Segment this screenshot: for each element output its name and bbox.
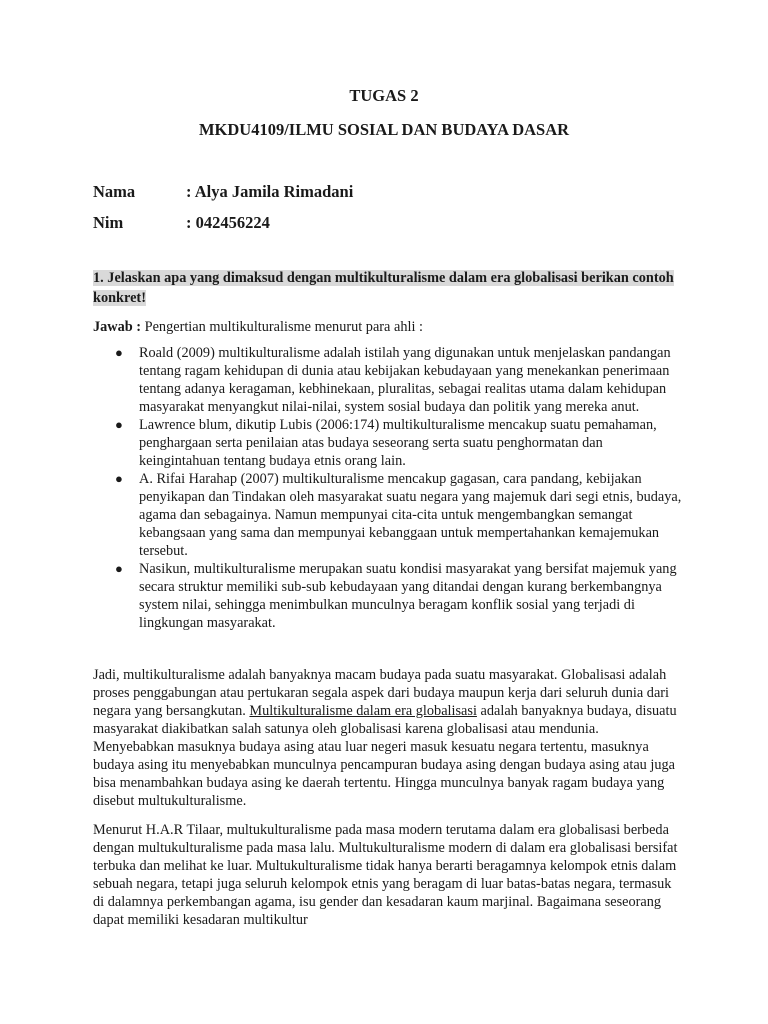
question-text bbox=[93, 268, 675, 308]
bullet-icon: ● bbox=[115, 417, 123, 432]
list-item-text: Nasikun, multikulturalisme merupakan suatu kondisi masyarakat yang bersifat majemuk yang secara struktur memiliki sub-sub kebudayaan yang ditandai dengan kurang berkembangnya system nilai, sehingga menimbulkan munculnya beragam konflik sosial yang terjadi di lingkungan masyarakat. bbox=[139, 561, 677, 631]
paragraph-text: Jadi, multikulturalisme adalah banyaknya macam budaya pada suatu masyarakat. Globalisasi adalah proses penggabungan atau pertukaran segala aspek dari budaya maupun kerja dari seluruh dunia dari negara yang bersangkutan. bbox=[93, 667, 670, 719]
list-item bbox=[93, 560, 683, 632]
nim-label: Nim bbox=[93, 213, 124, 232]
list-item bbox=[93, 416, 683, 470]
name-value: : Alya Jamila Rimadani bbox=[186, 182, 354, 201]
conclusion-paragraph bbox=[93, 666, 678, 810]
document-title: TUGAS 2 bbox=[349, 86, 419, 105]
underlined-term: Multikulturalisme dalam era globalisasi bbox=[249, 703, 477, 719]
name-label: Nama bbox=[93, 182, 136, 201]
answer-intro-text: Pengertian multikulturalisme menurut para ahli : bbox=[141, 319, 423, 335]
answer-label: Jawab : bbox=[93, 319, 142, 335]
list-item bbox=[93, 344, 683, 416]
bullet-icon: ● bbox=[115, 471, 123, 486]
list-item-text: Lawrence blum, dikutip Lubis (2006:174) multikulturalisme mencakup suatu pemahaman, penghargaan serta penilaian atas budaya seseorang serta suatu penghormatan dan keingintahuan tentang budaya etnis orang lain. bbox=[139, 417, 657, 469]
list-item bbox=[93, 470, 683, 560]
question-highlight: 1. Jelaskan apa yang dimaksud dengan multikulturalisme dalam era globalisasi berikan contoh konkret! bbox=[93, 270, 674, 306]
nim-value: : 042456224 bbox=[186, 213, 270, 232]
list-item-text: Roald (2009) multikulturalisme adalah istilah yang digunakan untuk menjelaskan pandangan tentang ragam kehidupan di dunia atau kebijakan kebudayaan yang menekankan penerimaan tentang adanya keragaman, kebhinekaan, pluralitas, sebagai realitas utama dalam kehidupan masyarakat menyangkut nilai-nilai, system sosial budaya dan politik yang mereka anut. bbox=[139, 345, 671, 415]
bullet-icon: ● bbox=[115, 345, 123, 360]
tilaar-paragraph: Menurut H.A.R Tilaar, multukulturalisme pada masa modern terutama dalam era globalisasi berbeda dengan multukulturalisme pada masa lalu. Multukulturalisme modern di dalam era globalisasi bersifat terbuka dan melihat ke luar. Multukulturalisme tidak hanya berarti beragamnya kelompok etnis dalam sebuah negara, tetapi juga seluruh kelompok etnis yang beragam di luar batas-batas negara, termasuk di dalamnya perkembangan agama, isu gender dan kesadaran kaum marjinal. Bagaimana seseorang dapat memiliki kesadaran multikultur bbox=[93, 822, 678, 928]
list-item-text: A. Rifai Harahap (2007) multikulturalisme mencakup gagasan, cara pandang, kebijakan penyikapan dan Tindakan oleh masyarakat suatu negara yang majemuk dari segi etnis, budaya, agama dan sebagainya. Namun mempunyai cita-cita untuk mengembangkan semangat kebangsaan yang sama dan mempunyai kebanggaan untuk mempertahankan kemajemukan tersebut. bbox=[139, 471, 682, 559]
expert-definitions-list bbox=[93, 344, 683, 632]
paragraph-text: adalah banyaknya budaya, disuatu masyarakat diakibatkan salah satunya oleh globalisasi karena globalisasi atau mendunia. Menyebabkan masuknya budaya asing atau luar negeri masuk kesuatu negara tertentu, masuknya budaya asing itu menyebabkan munculnya pencampuran budaya asing dengan budaya asing atau juga bisa menambahkan budaya asing ke daerah tertentu. Hingga munculnya banyak ragam budaya yang disebut multukulturalisme. bbox=[93, 703, 677, 809]
course-title: MKDU4109/ILMU SOSIAL DAN BUDAYA DASAR bbox=[198, 120, 570, 139]
nim-row bbox=[93, 213, 270, 233]
bullet-icon: ● bbox=[115, 561, 123, 576]
answer-intro bbox=[93, 318, 683, 336]
name-row bbox=[93, 182, 353, 202]
